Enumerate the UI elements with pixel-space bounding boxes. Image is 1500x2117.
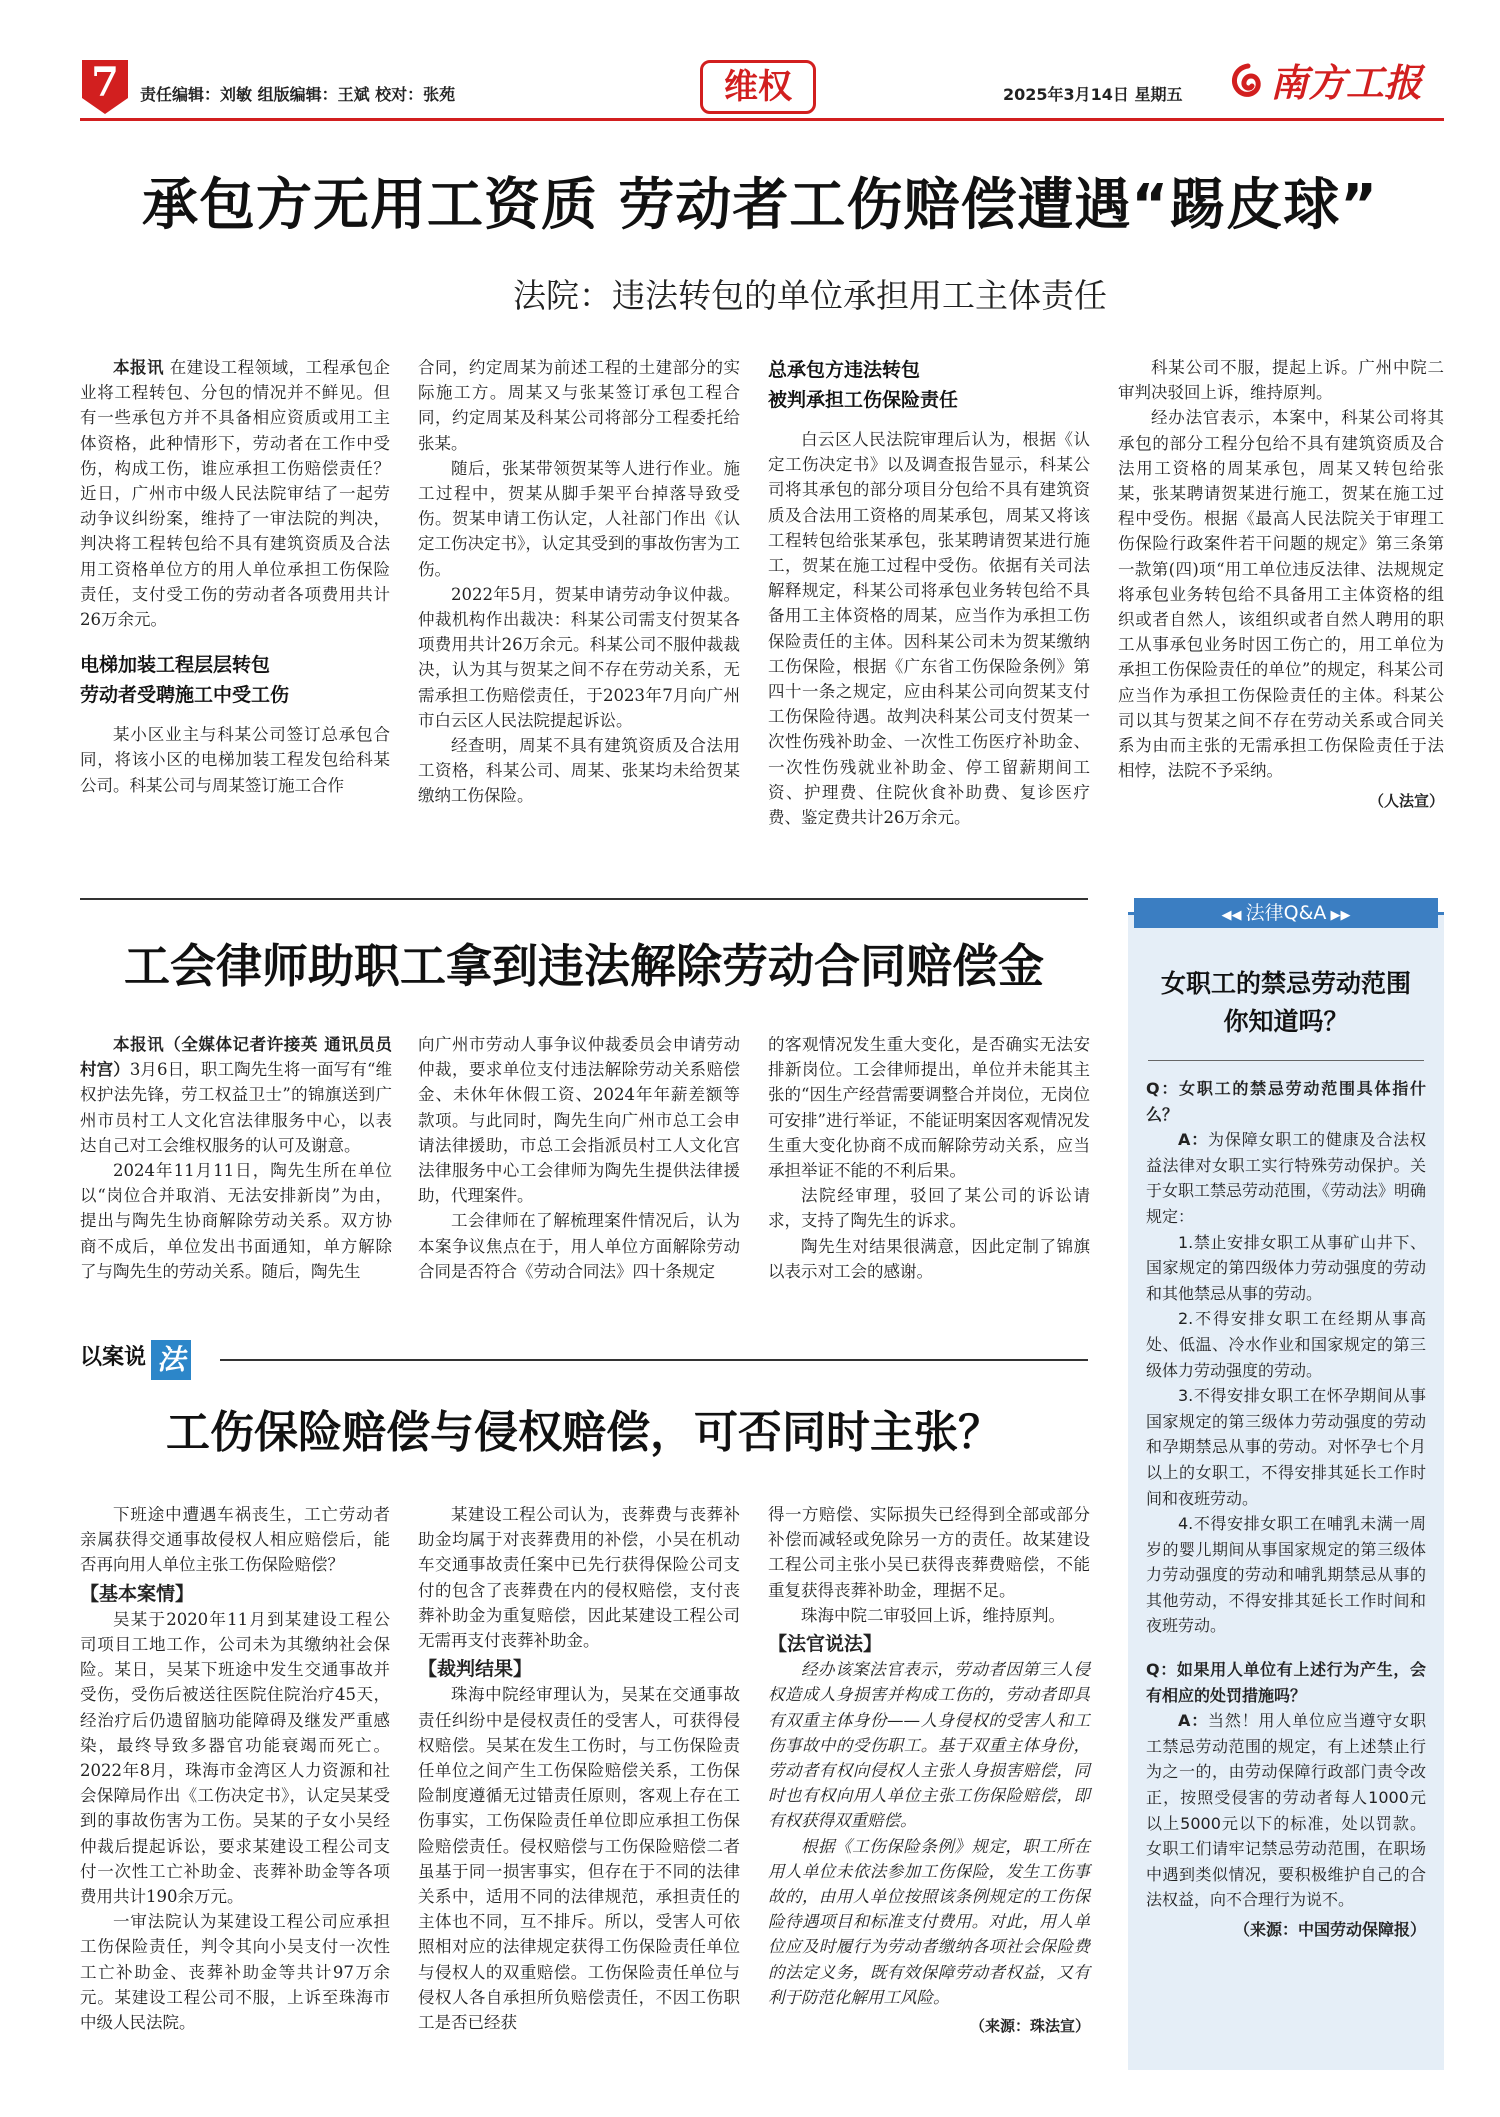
qa-title-rule: [1148, 1060, 1424, 1061]
qa-list-item: 1.禁止安排女职工从事矿山井下、国家规定的第四级体力劳动强度的劳动和其他禁忌从事的劳动。: [1146, 1232, 1426, 1303]
article3-col2: [418, 1502, 740, 2035]
qa-question: Q：女职工的禁忌劳动范围具体指什么？: [1146, 1079, 1426, 1124]
section-rule: [80, 898, 1088, 900]
judge-heading: 【法官说法】: [768, 1633, 883, 1656]
qa-badge-arrow-left: ◀◀: [1221, 908, 1246, 923]
article2-col2: [418, 1032, 740, 1284]
qa-badge-label: 法律Q&A: [1245, 902, 1327, 924]
section-badge: [700, 60, 816, 114]
subheading: 总承包方违法转包 被判承担工伤保险责任: [768, 359, 959, 411]
paragraph: 陶先生对结果很满意，因此定制了锦旗以表示对工会的感谢。: [768, 1236, 1090, 1281]
paragraph: 根据《工伤保险条例》规定，职工所在用人单位未依法参加工伤保险，发生工伤事故的，由用人单位按照该条例规定的工伤保险待遇项目和标准支付费用。对此，用人单位应及时履行为劳动者缴纳各项社会保险费的法定义务，既有效保障劳动者权益，又有利于防范化解用工风险。: [768, 1836, 1090, 2007]
paragraph: 3月6日，职工陶先生将一面写有“维权护法先锋，劳工权益卫士”的锦旗送到广州市员村工人文化宫法律服务中心，以表达自己对工会维权服务的认可及谢意。: [80, 1060, 392, 1155]
article1-col1: [80, 355, 390, 798]
lead-label: 本报讯: [113, 358, 164, 377]
paragraph: 得一方赔偿、实际损失已经得到全部或部分补偿而减轻或免除另一方的责任。故某建设工程公司主张小吴已获得丧葬费赔偿，不能重复获得丧葬补助金，理据不足。: [768, 1505, 1090, 1600]
paragraph: 经办法官表示，本案中，科某公司将其承包的部分工程分包给不具有建筑资质及合法用工资格的周某承包，周某又转包给张某，张某聘请贺某进行施工，贺某在施工过程中受伤。根据《最高人民法院关于审理工伤保险行政案件若干问题的规定》第三条第一款第(四)项“用工单位违反法律、法规规定将承包业务转包给不具备用工主体资格的组织或者自然人，该组织或者自然人聘用的职工从事承包业务时因工伤亡的，用工单位为承担工伤保险责任的单位”的规定，科某公司应当作为承担工伤保险责任的主体。科某公司以其与贺某之间不存在劳动关系或合同关系为由而主张的无需承担工伤保险责任于法相悖，法院不予采纳。: [1118, 408, 1444, 781]
answer-label: A：: [1178, 1130, 1209, 1150]
column-rule: [220, 1359, 1088, 1361]
answer-label: A：: [1178, 1711, 1209, 1731]
paragraph: 2022年5月，贺某申请劳动争议仲裁。仲裁机构作出裁决：科某公司需支付贺某各项费用共计26万余元。科某公司不服仲裁裁决，认为其与贺某之间不存在劳动关系，无需承担工伤赔偿责任，于2023年7月向广州市白云区人民法院提起诉讼。: [418, 584, 740, 730]
swirl-icon: [1226, 62, 1270, 106]
qa-badge-arrow-right: ▶▶: [1326, 908, 1351, 923]
subheading: 电梯加装工程层层转包 劳动者受聘施工中受工伤: [80, 654, 290, 707]
page-number-badge: [80, 58, 130, 116]
issue-date: 2025年3月14日 星期五: [1003, 85, 1183, 104]
article1-col4: [1118, 355, 1444, 815]
paragraph: 在建设工程领域，工程承包企业将工程转包、分包的情况并不鲜见。但有一些承包方并不具备相应资质或用工主体资格，此种情形下，劳动者在工作中受伤，构成工伤，谁应承担工伤赔偿责任？近日，广州市中级人民法院审结了一起劳动争议纠纷案，维持了一审法院的判决，判决将工程转包给不具有建筑资质及合法用工资格单位方的用人单位承担工伤保险责任，支付受工伤的劳动者各项费用共计26万余元。: [80, 358, 390, 630]
article2-title: 工会律师助职工拿到违法解除劳动合同赔偿金: [124, 939, 1044, 993]
paragraph: 科某公司不服，提起上诉。广州中院二审判决驳回上诉，维持原判。: [1118, 358, 1444, 403]
qa-title: [1128, 965, 1444, 1041]
paragraph: 珠海中院二审驳回上诉，维持原判。: [801, 1605, 1065, 1625]
section-title: 维权: [724, 67, 792, 107]
paragraph: 经办该案法官表示，劳动者因第三人侵权造成人身损害并构成工伤的，劳动者即具有双重主体身份——人身侵权的受害人和工伤事故中的受伤职工。基于双重主体身份，劳动者有权向侵权人主张人身损害赔偿，同时也有权向用人单位主张工伤保险赔偿，即有权获得双重赔偿。: [768, 1660, 1090, 1831]
masthead: 南方工报: [1270, 60, 1423, 105]
article1-subtitle: 法院：违法转包的单位承担用工主体责任: [513, 276, 1107, 315]
paragraph: 白云区人民法院审理后认为，根据《认定工伤决定书》以及调查报告显示，科某公司将其承包的部分项目分包给不具有建筑资质及合法用工资格的周某承包，周某又将该工程转包给张某承包，张某聘请贺某进行施工，贺某在施工过程中受伤。依据有关司法解释规定，科某公司将承包业务转包给不具备用工主体资格的周某，应当作为承担工伤保险责任的主体。因科某公司未为贺某缴纳工伤保险，根据《广东省工伤保险条例》第四十一条之规定，应由科某公司向贺某支付工伤保险待遇。故判决科某公司支付贺某一次性伤残补助金、一次性工伤医疗补助金、一次性伤残就业补助金、停工留薪期间工资、护理费、住院伙食补助费、复诊医疗费、鉴定费共计26万余元。: [768, 430, 1090, 828]
source-credit: （来源：珠法宣）: [969, 2017, 1090, 2036]
paragraph: 2024年11月11日，陶先生所在单位以“岗位合并取消、无法安排新岗”为由，提出与陶先生协商解除劳动关系。双方协商不成后，单位发出书面通知，单方解除了与陶先生的劳动关系。随后，陶先生: [80, 1161, 392, 1281]
source-credit: （人法宣）: [1368, 792, 1444, 811]
paragraph: 随后，张某带领贺某等人进行作业。施工过程中，贺某从脚手架平台掉落导致受伤。贺某申请工伤认定，人社部门作出《认定工伤决定书》，认定其受到的事故伤害为工伤。: [418, 458, 740, 579]
article2-col1: [80, 1032, 392, 1284]
paragraph: 经查明，周某不具有建筑资质及合法用工资格，科某公司、周某、张某均未给贺某缴纳工伤保险。: [418, 736, 740, 806]
qa-title-line2: 你知道吗？: [1223, 1007, 1349, 1036]
qa-answer: A：当然！用人单位应当遵守女职工禁忌劳动范围的规定，有上述禁止行为之一的，由劳动保障行政部门责令改正，按照受侵害的劳动者每人1000元以上5000元以下的标准，处以罚款。女职工们请牢记禁忌劳动范围，在职场中遇到类似情况，要积极维护自己的合法权益，向不合理行为说不。: [1146, 1711, 1426, 1910]
source-credit: （来源：中国劳动保障报）: [1233, 1920, 1426, 1939]
qa-list-item: 4.不得安排女职工在哺乳未满一周岁的婴儿期间从事国家规定的第三级体力劳动强度的劳动和哺乳期禁忌从事的其他劳动，不得安排其延长工作时间和夜班劳动。: [1146, 1514, 1426, 1636]
column-label-prefix: 以案说: [80, 1345, 147, 1370]
article3-col3: [768, 1502, 1090, 2039]
paragraph: 某小区业主与科某公司签订总承包合同，将该小区的电梯加装工程发包给科某公司。科某公司与周某签订施工合作: [80, 725, 390, 795]
paragraph: 工会律师在了解梳理案件情况后，认为本案争议焦点在于，用人单位方面解除劳动合同是否符合《劳动合同法》四十条规定: [418, 1211, 740, 1281]
result-heading: 【裁判结果】: [418, 1658, 533, 1681]
paragraph: 的客观情况发生重大变化，是否确实无法安排新岗位。工会律师提出，单位并未能其主张的“因生产经营需要调整合并岗位，无岗位可安排”进行举证，不能证明案因客观情况发生重大变化协商不成而解除劳动关系，应当承担举证不能的不利后果。: [768, 1035, 1090, 1181]
qa-list-item: 3.不得安排女职工在怀孕期间从事国家规定的第三级体力劳动强度的劳动和孕期禁忌从事的劳动。对怀孕七个月以上的女职工，不得安排其延长工作时间和夜班劳动。: [1146, 1386, 1426, 1508]
paragraph: 某建设工程公司认为，丧葬费与丧葬补助金均属于对丧葬费用的补偿，小吴在机动车交通事故责任案中已先行获得保险公司支付的包含了丧葬费在内的侵权赔偿，支付丧葬补助金为重复赔偿，因此某建设工程公司无需再支付丧葬补助金。: [418, 1505, 740, 1651]
page-number: 7: [91, 59, 119, 106]
qa-list-item: 2.不得安排女职工在经期从事高处、低温、冷水作业和国家规定的第三级体力劳动强度的劳动。: [1146, 1309, 1426, 1380]
article3-title: 工伤保险赔偿与侵权赔偿，可否同时主张？: [166, 1407, 1002, 1458]
article1-title: 承包方无用工资质 劳动者工伤赔偿遭遇“踢皮球”: [141, 173, 1379, 238]
article2-col3: [768, 1032, 1090, 1284]
paragraph: 珠海中院经审理认为，吴某在交通事故责任纠纷中是侵权责任的受害人，可获得侵权赔偿。吴某在发生工伤时，与工伤保险责任单位之间产生工伤保险赔偿关系，工伤保险制度遵循无过错责任原则，客观上存在工伤事实，工伤保险责任单位即应承担工伤保险赔偿责任。侵权赔偿与工伤保险赔偿二者虽基于同一损害事实，但存在于不同的法律关系中，适用不同的法律规范，承担责任的主体也不同，互不排斥。所以，受害人可依照相对应的法律规定获得工伤保险责任单位与侵权人的双重赔偿。工伤保险责任单位与侵权人各自承担所负赔偿责任，不因工伤职工是否已经获: [418, 1685, 740, 2033]
qa-answer: A：为保障女职工的健康及合法权益法律对女职工实行特殊劳动保护。关于女职工禁忌劳动范围，《劳动法》明确规定：: [1146, 1130, 1427, 1226]
article1-col3: [768, 355, 1090, 830]
lead-label: 本报讯（全媒体记者许接英 通讯员员村宫）: [80, 1035, 392, 1080]
qa-title-line1: 女职工的禁忌劳动范围: [1160, 969, 1411, 998]
column-label: [80, 1338, 191, 1378]
qa-question: Q：如果用人单位有上述行为产生，会有相应的处罚措施吗？: [1146, 1660, 1426, 1705]
paragraph: 法院经审理，驳回了某公司的诉讼请求，支持了陶先生的诉求。: [768, 1186, 1090, 1231]
article1-col2: [418, 355, 740, 809]
case-heading: 【基本案情】: [80, 1582, 195, 1605]
qa-body: [1146, 1062, 1426, 1943]
paragraph: 合同，约定周某为前述工程的土建部分的实际施工方。周某又与张某签订承包工程合同，约定周某及科某公司将部分工程委托给张某。: [418, 358, 740, 453]
masthead-logo: [1226, 58, 1436, 108]
qa-badge: [1134, 898, 1438, 928]
column-label-char: 法: [151, 1340, 191, 1380]
article3-col1: [80, 1502, 390, 2035]
staff-credits: 责任编辑：刘敏 组版编辑：王斌 校对：张苑: [140, 85, 456, 104]
paragraph: 向广州市劳动人事争议仲裁委员会申请劳动仲裁，要求单位支付违法解除劳动关系赔偿金、未休年休假工资、2024年年薪差额等款项。与此同时，陶先生向广州市总工会申请法律援助，市总工会指派员村工人文化宫法律服务中心工会律师为陶先生提供法律援助，代理案件。: [418, 1035, 740, 1206]
intro-paragraph: 下班途中遭遇车祸丧生，工亡劳动者亲属获得交通事故侵权人相应赔偿后，能否再向用人单位主张工伤保险赔偿？: [80, 1505, 390, 1575]
paragraph: 吴某于2020年11月到某建设工程公司项目工地工作，公司未为其缴纳社会保险。某日，吴某下班途中发生交通事故并受伤，受伤后被送往医院住院治疗45天，经治疗后仍遗留脑功能障碍及继发严重感染，最终导致多器官功能衰竭而死亡。2022年8月，珠海市金湾区人力资源和社会保障局作出《工伤决定书》，认定吴某受到的事故伤害为工伤。吴某的子女小吴经仲裁后提起诉讼，要求某建设工程公司支付一次性工亡补助金、丧葬补助金等各项费用共计190余万元。: [80, 1609, 390, 1907]
paragraph: 一审法院认为某建设工程公司应承担工伤保险责任，判令其向小吴支付一次性工亡补助金、丧葬补助金等共计97万余元。某建设工程公司不服，上诉至珠海市中级人民法院。: [80, 1912, 390, 2033]
header-rule: [80, 118, 1444, 121]
